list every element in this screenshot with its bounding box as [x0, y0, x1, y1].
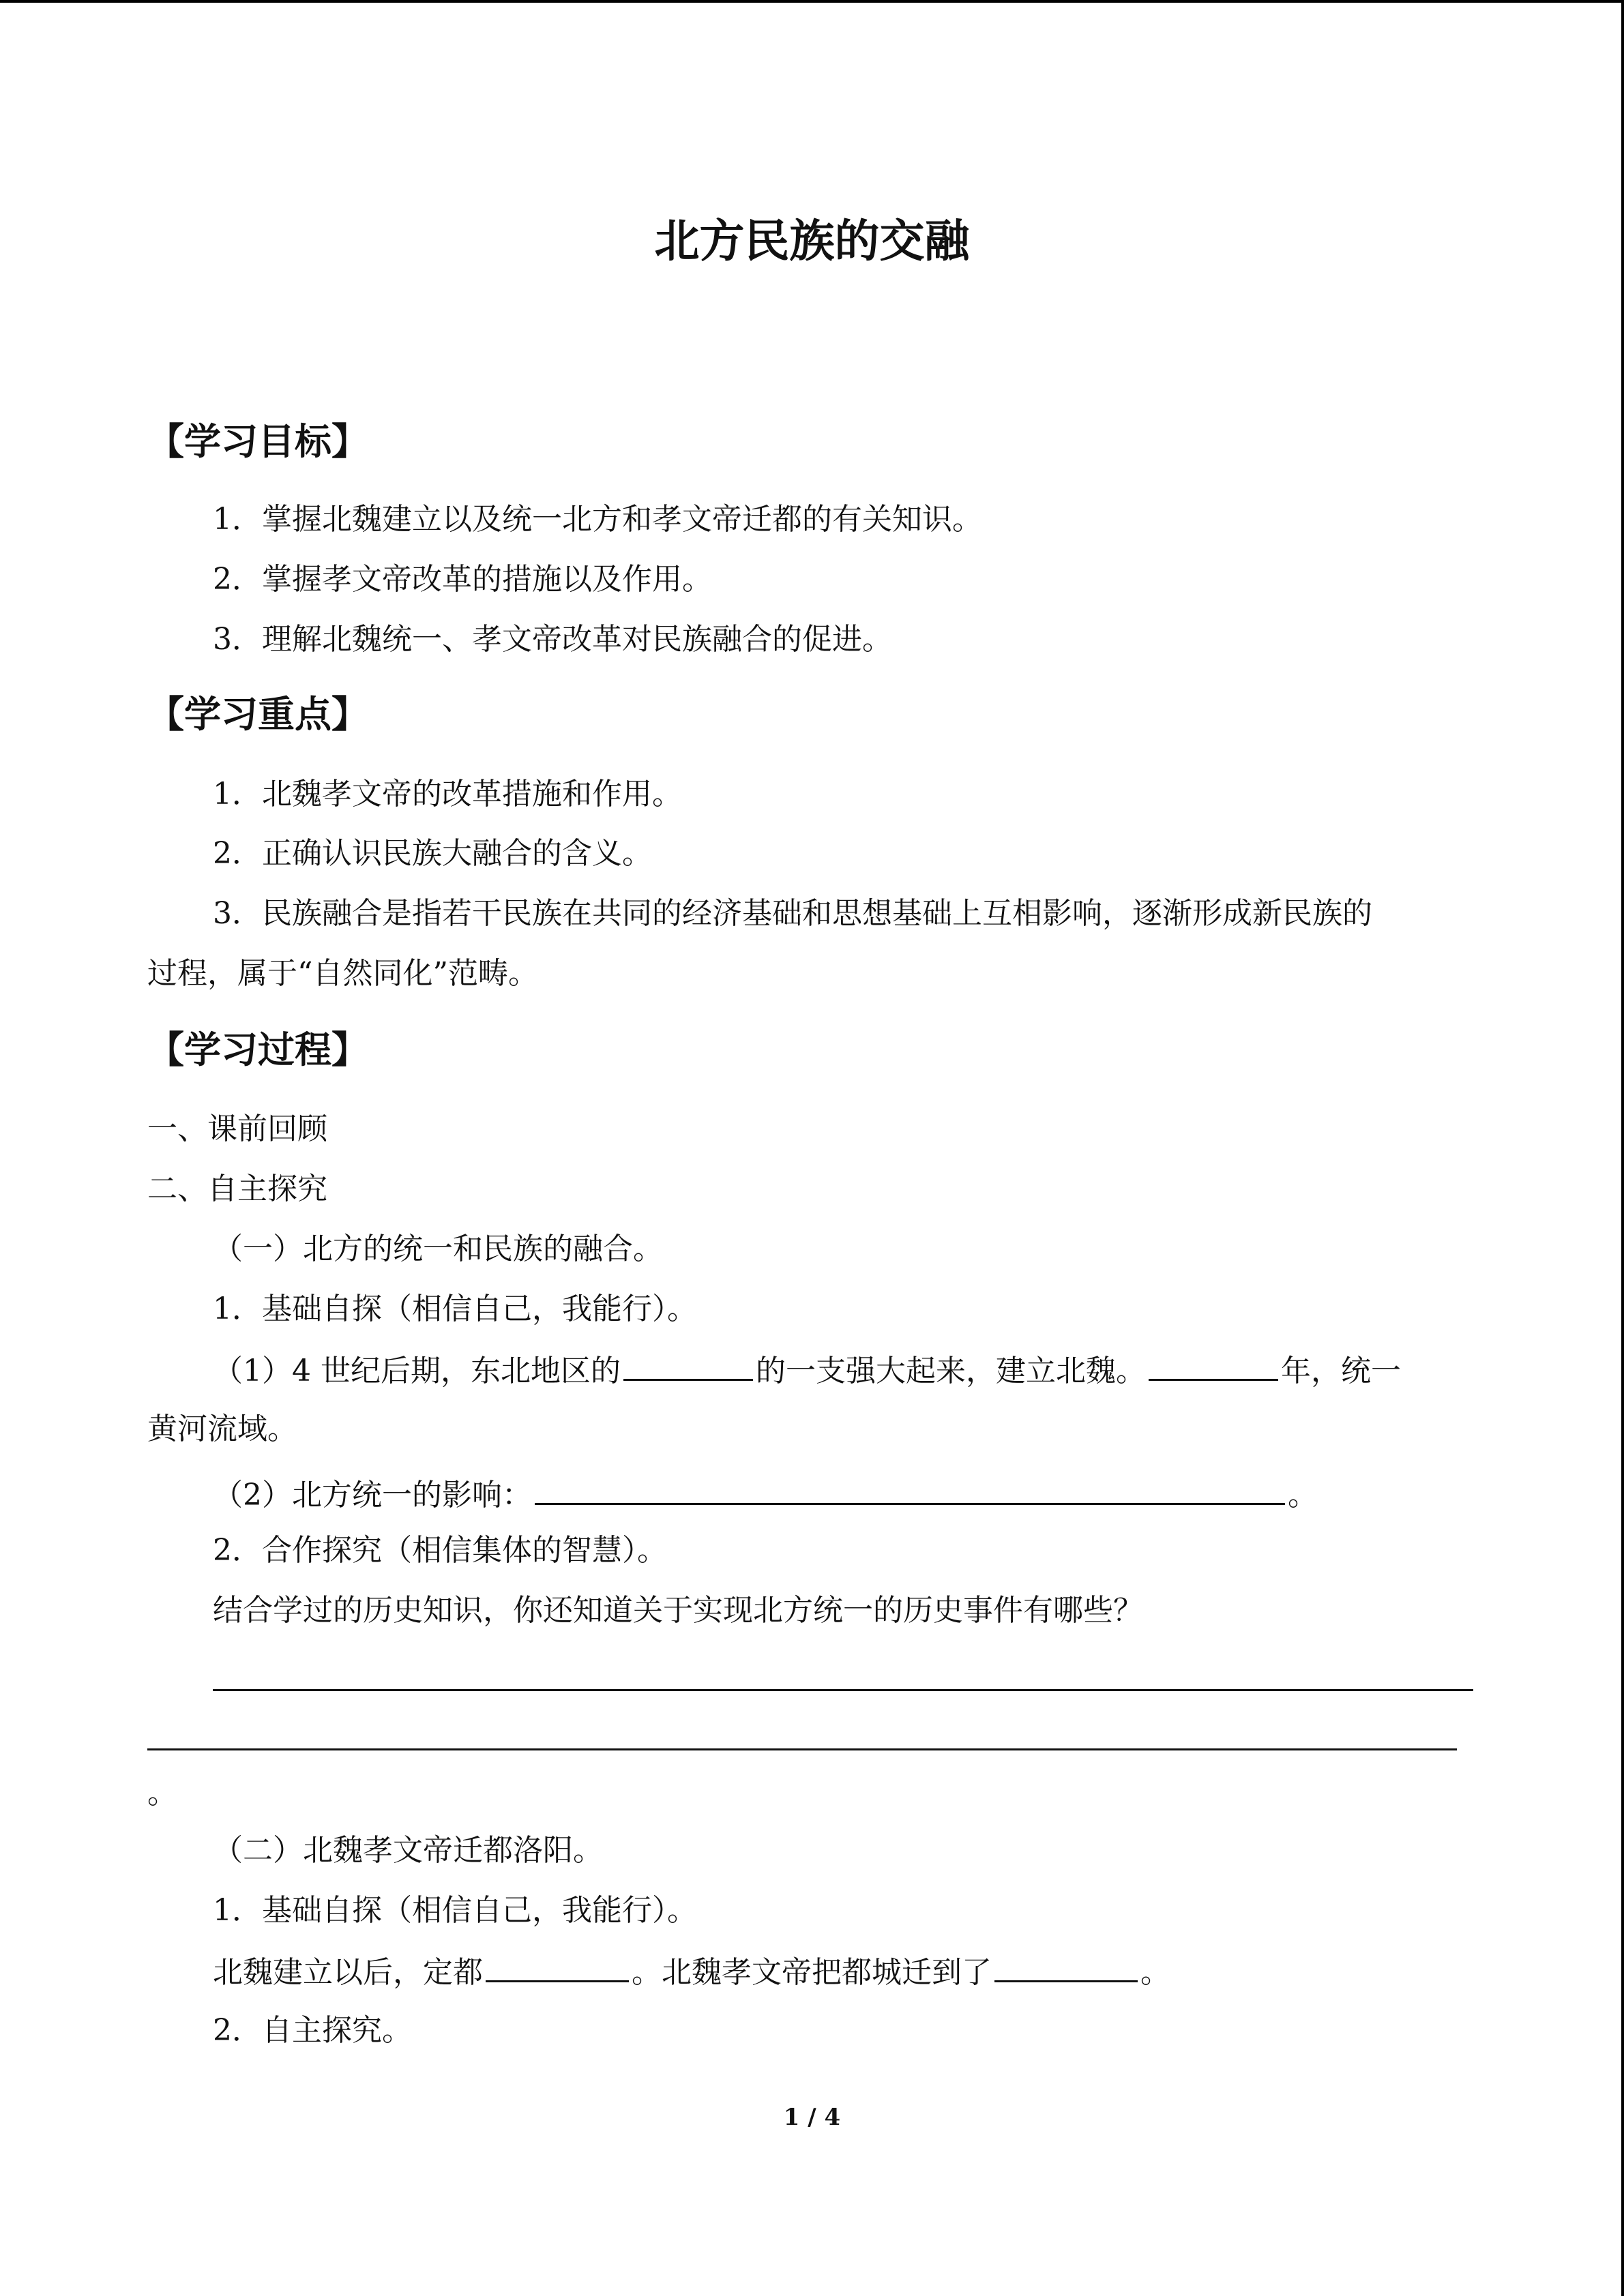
- focus-item-3-cont: 过程，属于“自然同化”范畴。: [147, 956, 538, 991]
- page-right-border: [1621, 0, 1624, 2296]
- blank-new-capital[interactable]: [994, 1950, 1138, 1982]
- question-3-text-b: 。北魏孝文帝把都城迁到了: [632, 1955, 992, 1990]
- focus-item-1: 1．北魏孝文帝的改革措施和作用。: [213, 777, 682, 811]
- answer-end-mark: 。: [147, 1776, 177, 1810]
- answer-line-1[interactable]: [213, 1689, 1473, 1691]
- blank-original-capital[interactable]: [486, 1950, 629, 1982]
- blank-year[interactable]: [1149, 1349, 1278, 1381]
- heading-goals: 【学习目标】: [147, 420, 368, 463]
- blank-ethnic-group[interactable]: [623, 1349, 753, 1381]
- focus-item-3: 3．民族融合是指若干民族在共同的经济基础和思想基础上互相影响，逐渐形成新民族的: [213, 896, 1372, 931]
- question-1-cont: 黄河流域。: [147, 1412, 297, 1446]
- goal-item-3: 3．理解北魏统一、孝文帝改革对民族融合的促进。: [213, 622, 892, 657]
- self-explore: 2．自主探究。: [213, 2013, 412, 2048]
- basic-explore-2: 1．基础自探（相信自己，我能行）。: [213, 1893, 697, 1928]
- page-number: 1 / 4: [783, 2104, 841, 2131]
- blank-unification-impact[interactable]: [535, 1473, 1285, 1505]
- subsection-capital-move: （二）北魏孝文帝迁都洛阳。: [213, 1833, 603, 1868]
- question-1: [213, 1349, 1401, 1392]
- question-2: [213, 1473, 1318, 1516]
- heading-focus: 【学习重点】: [147, 693, 368, 736]
- part-review: 一、课前回顾: [147, 1112, 327, 1146]
- question-3-text-a: 北魏建立以后，定都: [213, 1955, 483, 1990]
- question-1-text-b: 的一支强大起来，建立北魏。: [755, 1354, 1146, 1388]
- subsection-north-unification: （一）北方的统一和民族的融合。: [213, 1232, 663, 1266]
- focus-item-2: 2．正确认识民族大融合的含义。: [213, 836, 652, 871]
- question-3-end: 。: [1140, 1955, 1170, 1990]
- question-1-text-a: （1）4 世纪后期，东北地区的: [213, 1354, 621, 1388]
- basic-explore-1: 1．基础自探（相信自己，我能行）。: [213, 1292, 697, 1326]
- heading-process: 【学习过程】: [147, 1028, 368, 1071]
- goal-item-2: 2．掌握孝文帝改革的措施以及作用。: [213, 562, 712, 597]
- cooperative-explore: 2．合作探究（相信集体的智慧）。: [213, 1533, 667, 1568]
- question-1-text-c: 年，统一: [1280, 1354, 1401, 1388]
- page-top-border: [0, 0, 1624, 3]
- page-title: 北方民族的交融: [654, 215, 970, 267]
- question-3: [213, 1950, 1170, 1993]
- question-2-text: （2）北方统一的影响：: [213, 1478, 532, 1512]
- goal-item-1: 1．掌握北魏建立以及统一北方和孝文帝迁都的有关知识。: [213, 502, 982, 537]
- question-2-end: 。: [1288, 1478, 1318, 1512]
- answer-line-2[interactable]: [147, 1748, 1457, 1750]
- part-explore: 二、自主探究: [147, 1172, 327, 1206]
- cooperative-question: 结合学过的历史知识，你还知道关于实现北方统一的历史事件有哪些？: [213, 1593, 1143, 1628]
